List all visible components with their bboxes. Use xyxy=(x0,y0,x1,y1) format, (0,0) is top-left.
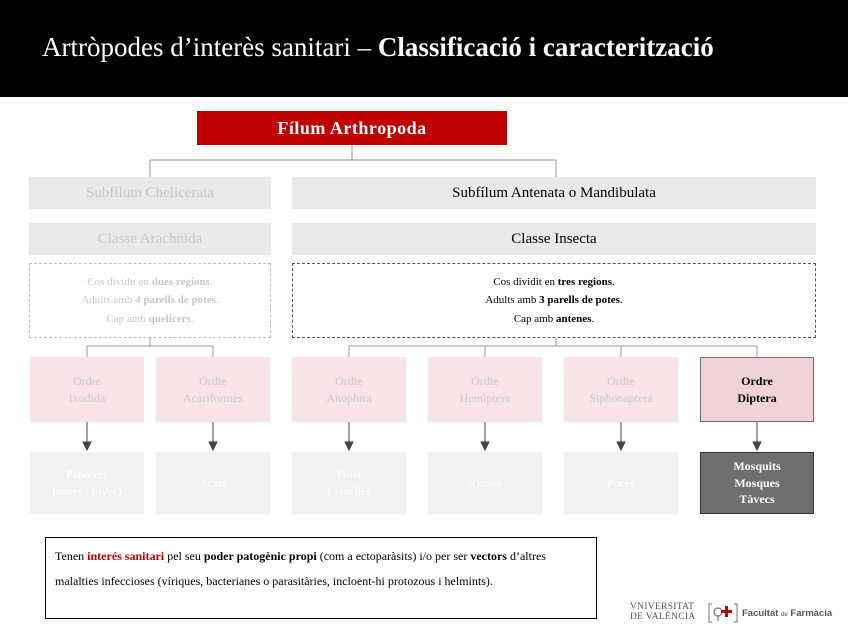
logo-faculty-mid: de xyxy=(781,612,788,618)
order-acariformes: Ordre Acariformes xyxy=(156,357,270,422)
title-plain: Artròpodes d’interès sanitari – xyxy=(42,32,378,62)
arrow-diptera xyxy=(753,442,761,450)
class-insecta: Classe Insecta xyxy=(292,223,816,255)
arrow-siphonaptera xyxy=(617,442,625,450)
class-arachnida: Classe Arachnida xyxy=(29,223,271,255)
result-paparres: Paparres (dures i toves) xyxy=(30,452,144,514)
result-puces: Puces xyxy=(564,452,678,514)
phylum-box: Fílum Arthropoda xyxy=(197,111,507,145)
faculty-emblem-icon xyxy=(708,602,738,624)
university-logo xyxy=(630,600,840,630)
arrow-ixodida xyxy=(83,442,91,450)
order-diptera: Ordre Diptera xyxy=(700,357,814,422)
result-xinxes: Xinxes xyxy=(428,452,542,514)
insecta-description: Cos dividit en tres regions. Adults amb 3 parells de potes. Cap amb antenes. xyxy=(292,263,816,338)
arrow-acariformes xyxy=(209,442,217,450)
order-ixodida: Ordre Ixodida xyxy=(30,357,144,422)
subphylum-chelicerata: Subfílum Chelicerata xyxy=(29,177,271,209)
result-polls: Polls Lladelles xyxy=(292,452,406,514)
arrow-hemiptera xyxy=(481,442,489,450)
logo-faculty-pre: Facultat xyxy=(742,608,779,619)
subphylum-antenata: Subfílum Antenata o Mandibulata xyxy=(292,177,816,209)
order-hemiptera: Ordre Hemiptera xyxy=(428,357,542,422)
sanitary-interest-note: Tenen interés sanitari pel seu poder patogènic propi (com a ectoparàsits) i/o per ser vectors d’altres malalties infeccioses (víriques, bacterianes o parasitàries, incloent-hi protozous i helmints). xyxy=(45,537,597,619)
arrow-anoplura xyxy=(345,442,353,450)
arachnida-description: Cos dividit en dues regions. Adults amb 4 parells de potes. Cap amb quelícers. xyxy=(29,263,271,338)
logo-faculty-post: Farmàcia xyxy=(790,608,833,619)
order-siphonaptera: Ordre Siphonaptera xyxy=(564,357,678,422)
order-anoplura: Ordre Anoplura xyxy=(292,357,406,422)
result-acars: Àcars xyxy=(156,452,270,514)
logo-univ-line2: DE VALÈNCIA xyxy=(630,612,696,622)
logo-univ-line1: VNIVERSITAT xyxy=(630,602,695,612)
result-mosquits: Mosquits Mosques Tàvecs xyxy=(700,452,814,514)
title-bold: Classificació i caracterització xyxy=(377,32,714,62)
